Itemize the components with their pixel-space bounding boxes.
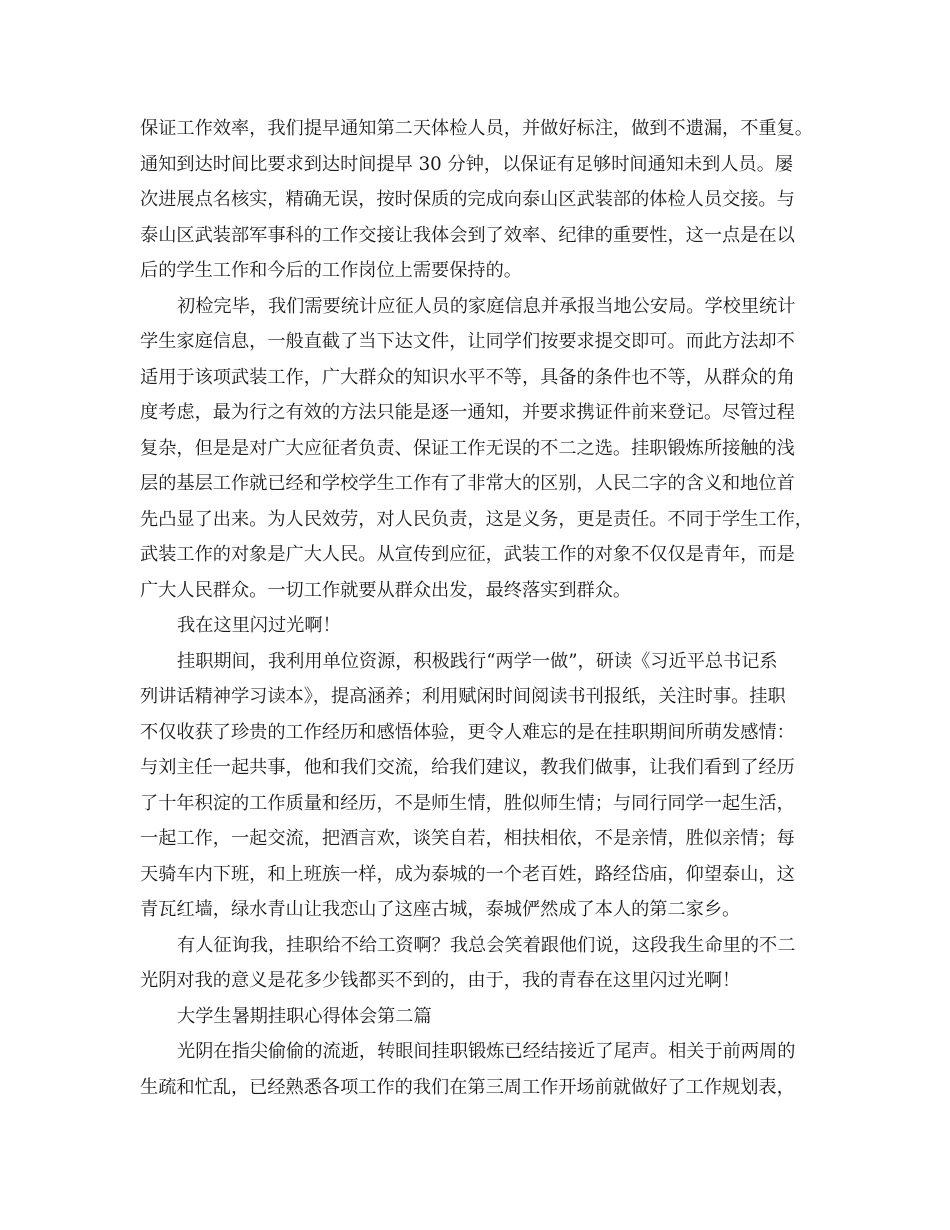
text-line: 青瓦红墙，绿水青山让我恋山了这座古城，泰城俨然成了本人的第二家乡。 [140,899,741,920]
text-line: 大学生暑期挂职心得体会第二篇 [177,1005,432,1027]
text-line: 有人征询我，挂职给不给工资啊？我总会笑着跟他们说，这段我生命里的不二 [177,934,796,956]
text-line: 泰山区武装部军事科的工作交接让我体会到了效率、纪律的重要性，这一点是在以 [140,224,795,246]
text-line: 先凸显了出来。为人民效劳，对人民负责，这是义务，更是责任。不同于学生工作， [140,508,813,530]
text-line: 通知到达时间比要求到达时间提早 30 分钟，以保证有足够时间通知未到人员。屡 [140,153,794,175]
document-body [140,111,820,1105]
text-line: 层的基层工作就已经和学校学生工作有了非常大的区别，人民二字的含义和地位首 [140,473,795,494]
text-line: 不仅收获了珍贵的工作经历和感悟体验，更令人难忘的是在挂职期间所萌发感情： [140,721,795,743]
text-line: 列讲话精神学习读本》，提高涵养；利用赋闲时间阅读书刊报纸，关注时事。挂职 [140,686,786,707]
text-line: 挂职期间，我利用单位资源，积极践行“两学一做”，研读《习近平总书记系 [177,650,778,672]
text-line: 光阴在指尖偷偷的流逝，转眼间挂职锻炼已经结接近了尾声。相关于前两周的 [177,1041,796,1062]
text-line: 复杂，但是是对广大应征者负责、保证工作无误的不二之选。挂职锻炼所接触的浅 [140,437,795,459]
text-line: 次进展点名核实，精确无误，按时保质的完成向泰山区武装部的体检人员交接。与 [140,189,795,210]
text-line: 度考虑，最为行之有效的方法只能是逐一通知，并要求携证件前来登记。尽管过程 [140,402,795,423]
text-line: 与刘主任一起共事，他和我们交流，给我们建议，教我们做事，让我们看到了经历 [140,757,795,778]
text-line: 天骑车内下班，和上班族一样，成为泰城的一个老百姓，路经岱庙，仰望泰山，这 [140,863,795,885]
text-line: 武装工作的对象是广大人民。从宣传到应征，武装工作的对象不仅仅是青年，而是 [140,544,795,565]
text-line: 了十年积淀的工作质量和经历，不是师生情，胜似师生情；与同行同学一起生活， [140,792,795,814]
text-line: 后的学生工作和今后的工作岗位上需要保持的。 [140,260,522,281]
text-line: 一起工作，一起交流，把酒言欢，谈笑自若，相扶相依，不是亲情，胜似亲情；每 [140,828,795,849]
text-line: 适用于该项武装工作，广大群众的知识水平不等，具备的条件也不等，从群众的角 [140,366,795,388]
text-line: 光阴对我的意义是花多少钱都买不到的，由于，我的青春在这里闪过光啊！ [140,970,741,991]
text-line: 广大人民群众。一切工作就要从群众出发，最终落实到群众。 [140,579,632,601]
text-line: 保证工作效率，我们提早通知第二天体检人员，并做好标注，做到不遗漏，不重复。 [140,118,813,139]
text-line: 学生家庭信息，一般直截了当下达文件，让同学们按要求提交即可。而此方法却不 [140,331,795,352]
text-line: 我在这里闪过光啊！ [177,615,341,636]
text-line: 初检完毕，我们需要统计应征人员的家庭信息并承报当地公安局。学校里统计 [177,295,796,317]
text-line: 生疏和忙乱，已经熟悉各项工作的我们在第三周工作开场前就做好了工作规划表， [140,1076,795,1098]
